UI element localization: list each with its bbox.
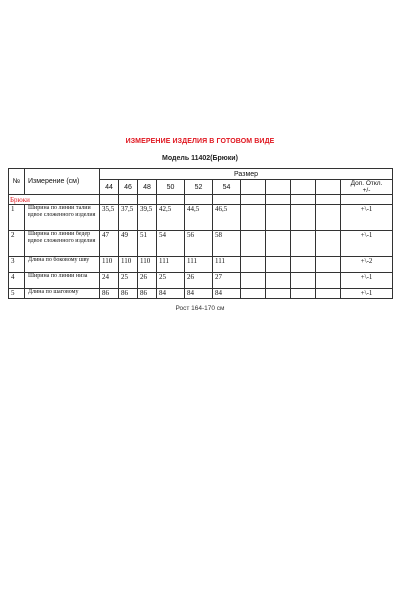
model-name: Модель 11402(Брюки)	[162, 155, 238, 162]
measurement-value	[316, 205, 341, 231]
measurement-value	[316, 273, 341, 289]
table-row	[9, 257, 393, 273]
size-header: 46	[119, 180, 138, 195]
measurement-value: 111	[157, 257, 185, 273]
measurement-value: 84	[213, 289, 241, 299]
size-header: 48	[138, 180, 157, 195]
row-number: 1	[9, 205, 25, 231]
measurement-value	[266, 205, 291, 231]
measurement-value	[266, 231, 291, 257]
row-number: 5	[9, 289, 25, 299]
measurement-value: 35,5	[100, 205, 119, 231]
col-num-header: №	[9, 169, 25, 195]
measurement-value: 26	[185, 273, 213, 289]
size-header	[291, 180, 316, 195]
measurement-value: 110	[100, 257, 119, 273]
size-header: 50	[157, 180, 185, 195]
measurement-value: 51	[138, 231, 157, 257]
measurement-value: 26	[138, 273, 157, 289]
tolerance-header-line2: +/-	[362, 187, 371, 194]
size-header: 44	[100, 180, 119, 195]
measurement-value	[291, 289, 316, 299]
measurement-value	[241, 257, 266, 273]
measurement-value: 86	[138, 289, 157, 299]
tolerance-value: +\-2	[341, 257, 393, 273]
table-row	[9, 231, 393, 257]
section-label: Брюки	[9, 195, 100, 205]
page-title: ИЗМЕРЕНИЕ ИЗДЕЛИЯ В ГОТОВОМ ВИДЕ	[125, 138, 275, 145]
tolerance-value: +\-1	[341, 231, 393, 257]
measurement-name: Ширина по линии бедер вдвое сложенного изделия	[25, 231, 100, 257]
measurement-table	[8, 168, 393, 299]
measurement-value: 25	[157, 273, 185, 289]
measurement-value: 25	[119, 273, 138, 289]
measurement-value	[291, 257, 316, 273]
measurement-value	[291, 273, 316, 289]
measurement-value	[316, 231, 341, 257]
measurement-value: 110	[138, 257, 157, 273]
measurement-value	[241, 289, 266, 299]
measurement-value: 86	[119, 289, 138, 299]
row-number: 2	[9, 231, 25, 257]
measurement-value	[316, 289, 341, 299]
table-row	[9, 273, 393, 289]
size-header: 54	[213, 180, 241, 195]
measurement-value: 86	[100, 289, 119, 299]
measurement-value: 24	[100, 273, 119, 289]
measurement-value: 110	[119, 257, 138, 273]
measurement-value	[266, 273, 291, 289]
tolerance-value: +\-1	[341, 205, 393, 231]
measurement-name: Ширина по линии талии вдвое сложенного изделия	[25, 205, 100, 231]
col-size-header: Размер	[100, 169, 393, 180]
tolerance-header	[341, 180, 393, 195]
table-header-row	[9, 169, 393, 180]
table-row	[9, 205, 393, 231]
row-number: 3	[9, 257, 25, 273]
measurement-value: 111	[185, 257, 213, 273]
measurement-value: 56	[185, 231, 213, 257]
tolerance-value: +\-1	[341, 289, 393, 299]
measurement-value: 84	[157, 289, 185, 299]
measurement-value	[316, 257, 341, 273]
measurement-value: 47	[100, 231, 119, 257]
tolerance-value: +\-1	[341, 273, 393, 289]
measurement-value	[241, 273, 266, 289]
height-note: Рост 164-170 см	[175, 305, 225, 312]
section-row	[9, 195, 393, 205]
measurement-value	[241, 231, 266, 257]
measurement-value	[241, 205, 266, 231]
measurement-value: 27	[213, 273, 241, 289]
measurement-value	[266, 257, 291, 273]
size-header	[241, 180, 266, 195]
col-measure-header: Измерение (см)	[25, 169, 100, 195]
measurement-value: 46,5	[213, 205, 241, 231]
measurement-value: 44,5	[185, 205, 213, 231]
measurement-value: 111	[213, 257, 241, 273]
measurement-value: 58	[213, 231, 241, 257]
measurement-value: 39,5	[138, 205, 157, 231]
size-header	[266, 180, 291, 195]
measurement-value: 54	[157, 231, 185, 257]
row-number: 4	[9, 273, 25, 289]
measurement-value: 42,5	[157, 205, 185, 231]
measurement-name: Ширина по линии низа	[25, 273, 100, 289]
measurement-value: 37,5	[119, 205, 138, 231]
measurement-value	[291, 231, 316, 257]
measurement-value	[266, 289, 291, 299]
measurement-name: Длина по шаговому	[25, 289, 100, 299]
measurement-value: 84	[185, 289, 213, 299]
measurement-value	[291, 205, 316, 231]
table-row	[9, 289, 393, 299]
size-header: 52	[185, 180, 213, 195]
measurement-name: Длина по боковому шву	[25, 257, 100, 273]
size-header	[316, 180, 341, 195]
tolerance-header-line1: Доп. Откл.	[350, 180, 383, 187]
measurement-value: 49	[119, 231, 138, 257]
